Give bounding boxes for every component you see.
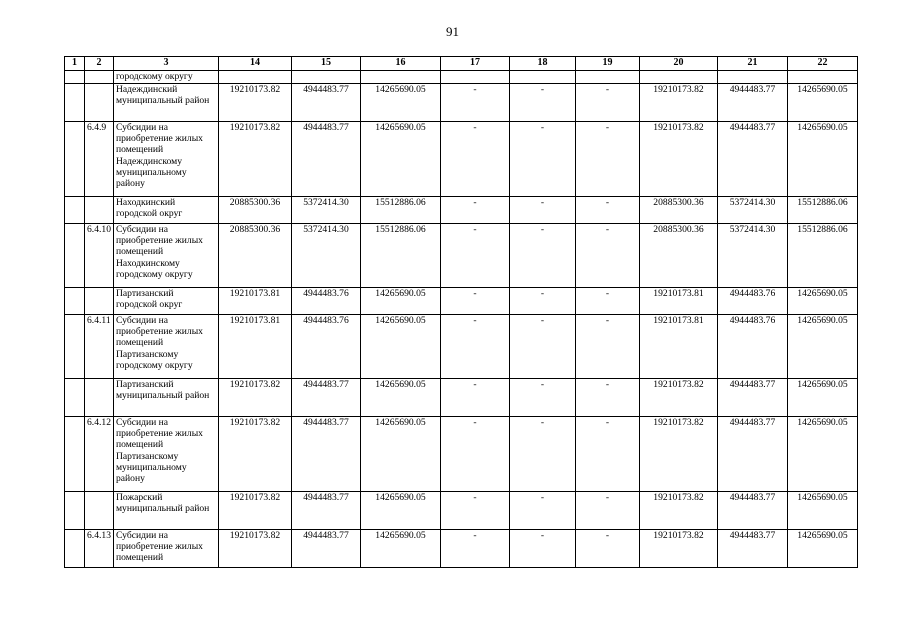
cell-col-1 [65,224,85,288]
cell-col-20: 19210173.82 [639,379,717,417]
cell-col-1 [65,315,85,379]
cell-col-18: - [509,224,575,288]
table-row [65,315,858,379]
cell-col-16: 14265690.05 [360,417,440,492]
cell-code [85,71,114,84]
cell-col-16: 14265690.05 [360,379,440,417]
table-row [65,71,858,84]
cell-col-16: 14265690.05 [360,84,440,122]
cell-col-14: 19210173.81 [218,315,291,379]
header-col-21: 21 [717,57,787,71]
cell-col-15: 5372414.30 [291,224,360,288]
header-col-22: 22 [787,57,857,71]
cell-name: городскому округу [113,71,218,84]
cell-col-22 [787,71,857,84]
cell-col-18: - [509,122,575,197]
cell-col-21 [717,71,787,84]
cell-name: Субсидии на приобретение жилых помещений Надеждинскому муниципальному району [113,122,218,197]
cell-col-20: 20885300.36 [639,197,717,224]
cell-col-14 [218,71,291,84]
cell-col-16: 14265690.05 [360,122,440,197]
table-row [65,530,858,568]
cell-col-15: 4944483.77 [291,417,360,492]
cell-col-18: - [509,492,575,530]
cell-col-1 [65,379,85,417]
cell-col-22: 14265690.05 [787,122,857,197]
cell-col-21: 4944483.77 [717,379,787,417]
cell-col-19: - [575,84,639,122]
cell-name: Находкинский городской округ [113,197,218,224]
cell-col-14: 20885300.36 [218,224,291,288]
cell-col-17: - [440,122,509,197]
cell-col-18: - [509,84,575,122]
cell-col-16: 15512886.06 [360,224,440,288]
page-number: 91 [446,24,459,39]
cell-col-14: 20885300.36 [218,197,291,224]
cell-col-15: 4944483.77 [291,379,360,417]
cell-name: Пожарский муниципальный район [113,492,218,530]
cell-col-14: 19210173.82 [218,84,291,122]
cell-col-15: 4944483.77 [291,530,360,568]
cell-col-1 [65,197,85,224]
header-col-14: 14 [218,57,291,71]
header-col-2: 2 [85,57,114,71]
cell-code: 6.4.9 [85,122,114,197]
cell-col-18: - [509,197,575,224]
cell-col-19 [575,71,639,84]
cell-col-14: 19210173.82 [218,417,291,492]
cell-col-22: 15512886.06 [787,197,857,224]
cell-col-16: 14265690.05 [360,492,440,530]
cell-col-21: 5372414.30 [717,224,787,288]
cell-col-21: 4944483.76 [717,288,787,315]
cell-col-19: - [575,315,639,379]
header-col-19: 19 [575,57,639,71]
cell-col-19: - [575,197,639,224]
cell-col-16: 14265690.05 [360,288,440,315]
cell-col-18 [509,71,575,84]
cell-col-17: - [440,197,509,224]
cell-col-16 [360,71,440,84]
cell-col-20: 19210173.82 [639,417,717,492]
cell-col-15: 5372414.30 [291,197,360,224]
cell-col-16: 14265690.05 [360,530,440,568]
cell-col-22: 14265690.05 [787,315,857,379]
cell-col-22: 15512886.06 [787,224,857,288]
cell-col-21: 4944483.77 [717,417,787,492]
cell-col-1 [65,417,85,492]
cell-col-1 [65,492,85,530]
cell-col-21: 4944483.77 [717,84,787,122]
table-row [65,84,858,122]
table-row [65,224,858,288]
cell-col-17: - [440,417,509,492]
cell-col-1 [65,122,85,197]
header-col-18: 18 [509,57,575,71]
cell-col-14: 19210173.82 [218,530,291,568]
budget-table [64,56,858,568]
cell-col-21: 4944483.77 [717,492,787,530]
cell-col-14: 19210173.81 [218,288,291,315]
table-row [65,492,858,530]
cell-name: Субсидии на приобретение жилых помещений Партизанскому муниципальному району [113,417,218,492]
cell-col-1 [65,71,85,84]
cell-col-20: 19210173.82 [639,122,717,197]
cell-col-19: - [575,492,639,530]
table-row [65,197,858,224]
cell-col-1 [65,530,85,568]
table-header-row [65,57,858,71]
table-row [65,417,858,492]
cell-code: 6.4.13 [85,530,114,568]
cell-code: 6.4.11 [85,315,114,379]
cell-name: Партизанский муниципальный район [113,379,218,417]
cell-code [85,197,114,224]
cell-col-18: - [509,288,575,315]
cell-col-15: 4944483.76 [291,288,360,315]
cell-col-17: - [440,84,509,122]
cell-col-15: 4944483.77 [291,492,360,530]
header-col-1: 1 [65,57,85,71]
cell-col-18: - [509,315,575,379]
cell-col-20: 19210173.82 [639,84,717,122]
cell-col-20: 19210173.81 [639,315,717,379]
header-col-20: 20 [639,57,717,71]
cell-col-19: - [575,417,639,492]
cell-col-19: - [575,530,639,568]
cell-col-17: - [440,530,509,568]
cell-name: Партизанский городской округ [113,288,218,315]
cell-col-1 [65,288,85,315]
cell-col-14: 19210173.82 [218,492,291,530]
cell-col-20 [639,71,717,84]
cell-col-16: 14265690.05 [360,315,440,379]
cell-col-20: 19210173.82 [639,492,717,530]
cell-col-22: 14265690.05 [787,288,857,315]
cell-col-22: 14265690.05 [787,84,857,122]
cell-col-20: 19210173.82 [639,530,717,568]
table-row [65,122,858,197]
cell-col-17: - [440,315,509,379]
cell-col-17 [440,71,509,84]
cell-col-16: 15512886.06 [360,197,440,224]
cell-name: Субсидии на приобретение жилых помещений Партизанскому городскому округу [113,315,218,379]
cell-col-17: - [440,379,509,417]
cell-code [85,379,114,417]
cell-col-19: - [575,122,639,197]
header-col-3: 3 [113,57,218,71]
cell-col-21: 4944483.77 [717,530,787,568]
table-body [65,71,858,568]
cell-name: Надеждинский муниципальный район [113,84,218,122]
cell-col-20: 19210173.81 [639,288,717,315]
header-col-15: 15 [291,57,360,71]
cell-col-17: - [440,288,509,315]
cell-code: 6.4.10 [85,224,114,288]
cell-col-15: 4944483.77 [291,122,360,197]
cell-col-22: 14265690.05 [787,492,857,530]
cell-name: Субсидии на приобретение жилых помещений [113,530,218,568]
cell-col-14: 19210173.82 [218,379,291,417]
cell-col-15: 4944483.76 [291,315,360,379]
header-col-17: 17 [440,57,509,71]
cell-col-19: - [575,224,639,288]
header-col-16: 16 [360,57,440,71]
cell-col-17: - [440,492,509,530]
cell-col-18: - [509,530,575,568]
table-row [65,288,858,315]
cell-col-20: 20885300.36 [639,224,717,288]
cell-col-22: 14265690.05 [787,417,857,492]
cell-col-15: 4944483.77 [291,84,360,122]
cell-code [85,492,114,530]
cell-col-22: 14265690.05 [787,379,857,417]
cell-col-21: 4944483.76 [717,315,787,379]
cell-name: Субсидии на приобретение жилых помещений Находкинскому городскому округу [113,224,218,288]
cell-code [85,84,114,122]
cell-col-19: - [575,288,639,315]
cell-col-1 [65,84,85,122]
cell-col-17: - [440,224,509,288]
cell-code: 6.4.12 [85,417,114,492]
table-row [65,379,858,417]
cell-col-18: - [509,417,575,492]
cell-col-15 [291,71,360,84]
cell-col-22: 14265690.05 [787,530,857,568]
cell-col-14: 19210173.82 [218,122,291,197]
cell-col-18: - [509,379,575,417]
cell-col-19: - [575,379,639,417]
cell-col-21: 4944483.77 [717,122,787,197]
cell-col-21: 5372414.30 [717,197,787,224]
cell-code [85,288,114,315]
